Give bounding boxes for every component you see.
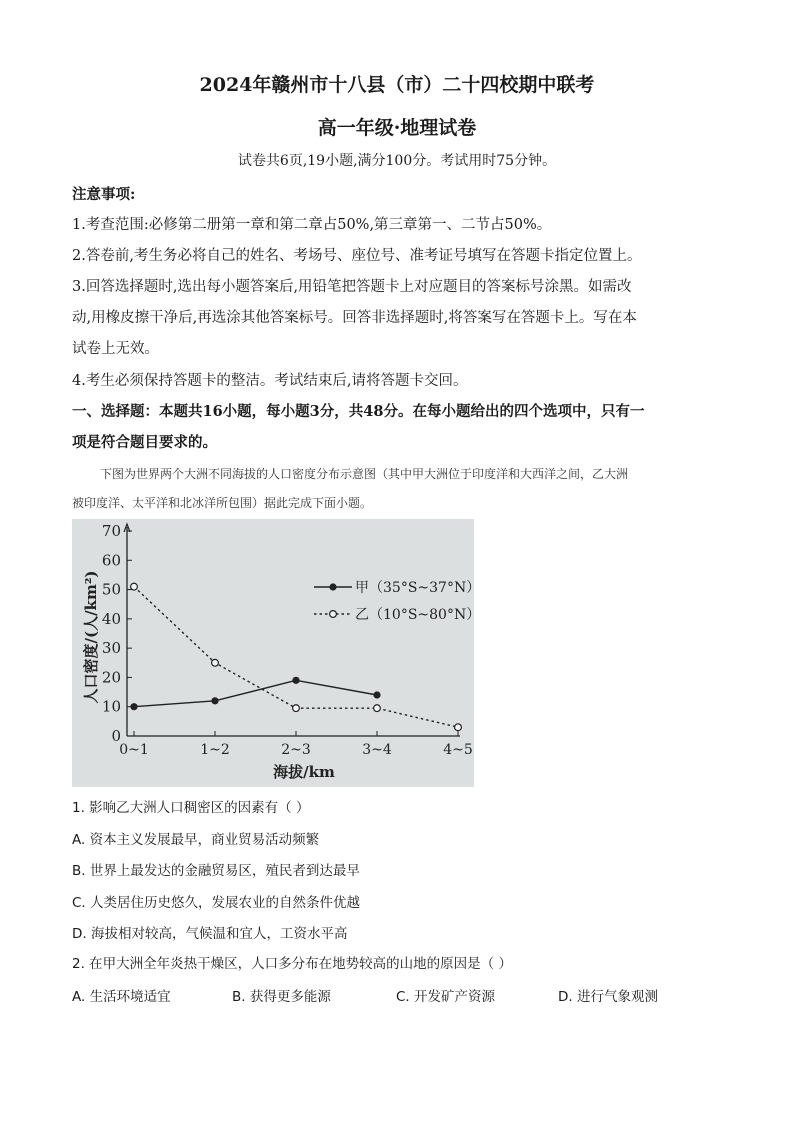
y-axis-title: 人口密度/(人/km²) [82,570,100,704]
legend-label-1: 乙（10°S~80°N） [355,607,474,623]
question-1-stem: 1. 影响乙大洲人口稠密区的因素有（ ） [72,800,310,816]
legend-marker-filled [329,583,336,590]
x-tick-label: 1~2 [200,742,230,758]
section-heading: 一、选择题：本题共16小题，每小题3分，共48分。在每小题给出的四个选项中，只有一 [72,403,645,420]
data-point-filled [373,691,380,698]
legend-label-0: 甲（35°S~37°N） [355,580,474,596]
legend-marker-open [330,611,337,618]
population-density-chart [72,519,474,787]
question-1-option-d[interactable]: D. 海拔相对较高，气候温和宜人，工资水平高 [72,926,348,942]
y-tick-label: 50 [101,580,121,599]
notice-line: 动,用橡皮擦干净后,再选涂其他答案标号。回答非选择题时,将答案写在答题卡上。写在本 [72,310,637,326]
material-text-cont: 被印度洋、太平洋和北冰洋所包围）据此完成下面小题。 [72,496,373,510]
material-text: 下图为世界两个大洲不同海拔的人口密度分布示意图（其中甲大洲位于印度洋和大西洋之间，乙大洲 [100,467,629,481]
series-line-0 [134,680,377,706]
chart-svg [72,519,474,787]
data-point-open [455,724,462,731]
data-point-open [212,659,219,666]
question-1-option-a[interactable]: A. 资本主义发展最早，商业贸易活动频繁 [72,832,320,848]
data-point-filled [211,697,218,704]
x-axis-title: 海拔/km [273,763,335,781]
x-tick-label: 3~4 [362,742,392,758]
chart-series-marks [130,583,461,730]
data-point-filled [130,703,137,710]
y-tick-label: 30 [101,639,121,658]
y-tick-label: 60 [101,551,121,570]
x-tick-label: 0~1 [119,742,149,758]
exam-info: 试卷共6页,19小题,满分100分。考试用时75分钟。 [237,153,557,169]
notice-line: 4.考生必须保持答题卡的整洁。考试结束后,请将答题卡交回。 [72,373,468,389]
y-tick-label: 20 [101,668,121,687]
x-tick-label: 2~3 [281,742,311,758]
exam-subtitle: 高一年级·地理试卷 [317,117,477,139]
chart-ticks [102,522,473,758]
y-tick-label: 0 [111,727,121,745]
y-tick-label: 70 [101,522,121,540]
data-point-open [374,705,381,712]
question-2-option-a[interactable]: A. 生活环境适宜 [72,989,171,1005]
notice-heading: 注意事项: [72,186,136,203]
x-tick-label: 4~5 [443,742,473,758]
data-point-open [293,705,300,712]
section-heading-cont: 项是符合题目要求的。 [72,434,217,451]
question-2-stem: 2. 在甲大洲全年炎热干燥区，人口多分布在地势较高的山地的原因是（ ） [72,956,512,972]
notice-line: 3.回答选择题时,选出每小题答案后,用铅笔把答题卡上对应题目的答案标号涂黑。如需改 [72,279,632,295]
chart-legend [314,580,474,623]
y-tick-label: 10 [101,697,121,716]
data-point-open [131,583,138,590]
question-1-option-c[interactable]: C. 人类居住历史悠久，发展农业的自然条件优越 [72,895,361,911]
data-point-filled [292,677,299,684]
y-tick-label: 40 [101,609,121,628]
notice-line: 试卷上无效。 [72,341,159,357]
question-2-option-d[interactable]: D. 进行气象观测 [558,989,658,1005]
question-2-option-b[interactable]: B. 获得更多能源 [232,989,331,1005]
notice-line: 2.答卷前,考生务必将自己的姓名、考场号、座位号、准考证号填写在答题卡指定位置上。 [72,248,642,264]
notice-line: 1.考查范围:必修第二册第一章和第二章占50%,第三章第一、二节占50%。 [72,217,552,233]
question-1-option-b[interactable]: B. 世界上最发达的金融贸易区，殖民者到达最早 [72,863,360,879]
question-2-option-c[interactable]: C. 开发矿产资源 [396,989,496,1005]
exam-title: 2024年赣州市十八县（市）二十四校期中联考 [199,74,595,96]
